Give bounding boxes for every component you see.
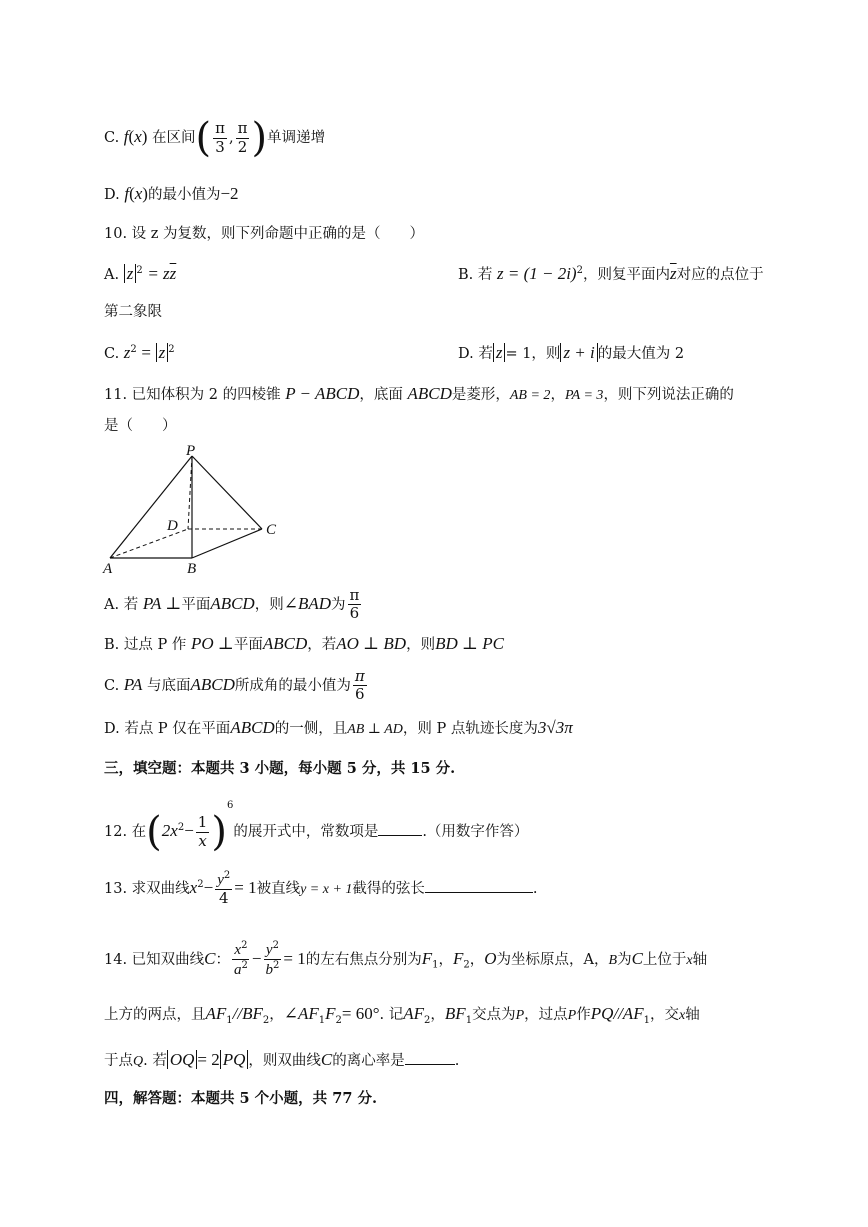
text: 被直线: [256, 880, 301, 897]
section-3-heading: 三，填空题：本题共 3 小题，每小题 5 分，共 15 分.: [104, 760, 456, 777]
math-var: F: [325, 1004, 336, 1023]
answer-blank[interactable]: [425, 880, 533, 893]
text: ，交: [649, 1007, 679, 1023]
math-op: −: [203, 877, 214, 897]
text: 的离心率是: [332, 1053, 405, 1069]
math-sup: 2: [130, 344, 137, 356]
text: 为: [617, 951, 632, 968]
text: .: [532, 880, 538, 897]
option-label: B.: [458, 267, 474, 283]
math-var: x: [686, 952, 693, 968]
text: ，则: [406, 637, 436, 653]
q10-option-c: [104, 343, 175, 363]
math-expr: y = x + 1: [300, 881, 353, 897]
math-expr: AF: [403, 1004, 425, 1023]
frac-num: y: [265, 942, 273, 958]
text: ，: [469, 951, 485, 968]
math-expr: P − ABCD: [285, 384, 360, 403]
q11-stem-continued: 是（ ）: [104, 418, 177, 434]
math-value: −2: [220, 184, 239, 203]
q10-stem: 10. 设 z 为复数，则下列命题中正确的是（ ）: [104, 226, 425, 242]
math-sup: 2: [168, 344, 175, 356]
q11-option-a: [104, 587, 363, 623]
math-abs-expr: OQ: [167, 1050, 198, 1069]
text: 12. 在: [104, 824, 147, 840]
option-label: A.: [104, 596, 120, 613]
math-expr: ∠AF: [283, 1004, 319, 1023]
option-label: D.: [458, 346, 474, 362]
math-var: C: [204, 948, 216, 968]
math-var: B: [608, 952, 618, 968]
text: 所成角的最小值为: [234, 677, 351, 694]
section-4-heading: 四，解答题：本题共 5 个小题，共 77 分.: [104, 1090, 378, 1107]
math-abs-expr: z + i: [560, 343, 597, 362]
text: ，则双曲线: [248, 1053, 321, 1069]
q14-line-1: 14. 已知双曲线C： $\frac{x^2}{a^2}$ − $\frac{y^2}{b^2}$ = 1的左右焦点分别为$F_1$，$F_2$，O为坐标原点，A，B为C上位于x轴: [104, 940, 708, 979]
text: 为: [331, 596, 346, 613]
answer-blank[interactable]: [378, 823, 422, 836]
math-expr: AF: [205, 1004, 227, 1023]
frac-num: π: [237, 119, 248, 138]
frac-num: π: [354, 667, 365, 685]
edge-bc: [192, 529, 262, 558]
text: 轴: [692, 951, 708, 968]
math-sup: 2: [136, 265, 143, 277]
text: 13. 求双曲线: [104, 880, 190, 897]
math-expr: ABCD: [230, 718, 275, 737]
math-expr: PA ⊥: [142, 593, 182, 613]
math-abs-z: z: [493, 343, 506, 362]
text: .: [454, 1053, 460, 1069]
text: 11. 已知体积为 2 的四棱锥: [104, 387, 281, 403]
q10-option-b-continued: 第二象限: [104, 304, 162, 320]
frac-den: 6: [355, 685, 365, 704]
label-b: B: [187, 561, 197, 577]
math-var: P: [567, 1008, 577, 1023]
text: 的最小值为: [147, 187, 221, 203]
text: ：: [215, 951, 231, 968]
label-d: D: [167, 518, 178, 534]
option-label: C.: [104, 677, 120, 694]
math-rhs: = z: [147, 264, 170, 283]
frac-den: 4: [218, 889, 229, 908]
math-eq: =: [141, 343, 151, 362]
math-op: −: [251, 948, 262, 968]
text: = 1，则: [505, 346, 561, 362]
math-abs-z: z: [156, 343, 169, 362]
math-expr: ABCD: [262, 634, 308, 653]
math-expr: 2x: [161, 821, 178, 840]
math-f: f: [124, 184, 130, 203]
text: 上方的两点，且: [104, 1007, 206, 1023]
math-expr: PA = 3: [564, 388, 604, 403]
answer-blank[interactable]: [405, 1052, 455, 1065]
math-sup: 2: [576, 265, 583, 277]
text: 交点为: [472, 1007, 516, 1023]
math-var: x: [189, 877, 198, 897]
math-sup: 6: [226, 800, 234, 811]
frac-den: a: [234, 962, 242, 979]
option-label: D.: [104, 721, 120, 737]
frac-den: b: [265, 962, 273, 979]
math-eq: = 2: [197, 1050, 220, 1069]
text: 作: [576, 1007, 591, 1023]
text: . 若: [143, 1053, 167, 1069]
option-label: D.: [104, 187, 120, 203]
option-label: C.: [104, 130, 120, 146]
math-var: x: [678, 1008, 686, 1023]
q9-option-c: C. f(x) 在区间( $\frac{\pi}{3}$ , $\frac{\pi}{2}$ )单调递增: [104, 115, 326, 161]
text: 若: [123, 596, 139, 613]
text: 14. 已知双曲线: [104, 951, 205, 968]
math-expr: 3√3π: [537, 718, 573, 737]
text: 轴: [685, 1007, 700, 1023]
math-eq: = 1: [234, 877, 257, 897]
label-a: A: [103, 561, 113, 577]
frac-num: y: [217, 872, 224, 888]
text: 对应的点位于: [676, 267, 764, 283]
frac-den: 6: [349, 604, 360, 623]
option-label: A.: [104, 267, 120, 283]
math-expr: AB ⊥ AD: [347, 722, 403, 737]
math-expr: AB = 2: [509, 388, 551, 403]
math-sup: 2: [177, 822, 185, 834]
text: 是菱形，: [451, 387, 510, 403]
q13: 13. 求双曲线$x^2-$ $\frac{y^2}{4}$ = 1被直线y = x + 1截得的弦长 .: [104, 870, 538, 908]
edge-pc: [192, 456, 262, 529]
text: 上位于: [642, 951, 687, 968]
math-expr: BF: [444, 1004, 466, 1023]
math-zbar: $\overline{z}$: [669, 264, 677, 283]
q11-option-c: [104, 668, 369, 704]
text: 过点 P 作: [123, 637, 187, 653]
text: 平面: [181, 596, 211, 613]
math-expr: BD ⊥ PC: [435, 634, 504, 653]
math-f: f: [123, 127, 129, 146]
text: 的最大值为 2: [597, 346, 685, 362]
q10-option-b: [458, 264, 764, 284]
text: ，: [430, 1007, 445, 1023]
math-var: Q: [133, 1054, 144, 1069]
text: 的一侧，且: [274, 721, 348, 737]
math-expr: ABCD: [190, 674, 235, 694]
math-var: F: [421, 948, 433, 968]
math-var: C: [631, 948, 643, 968]
math-expr: = 60°: [341, 1004, 380, 1023]
math-eq: = 1: [283, 948, 306, 968]
pyramid-figure: [100, 444, 290, 578]
edge-pd: [188, 456, 192, 529]
text: 若点 P 仅在平面: [124, 721, 231, 737]
q10-option-d: [458, 343, 684, 363]
math-z: z: [123, 343, 131, 362]
text: 与底面: [146, 677, 191, 694]
math-expr: ABCD: [407, 384, 452, 403]
text: ，则下列说法正确的: [603, 387, 734, 403]
text: 在区间: [152, 130, 196, 146]
text: ，底面: [359, 387, 403, 403]
q14-line-2: 上方的两点，且$AF_1//BF_2$，$\angle AF_1F_2= 60^\circ$. 记$AF_2$，$BF_1$交点为P，过点P作$PQ//AF_1$，交x轴: [104, 1004, 700, 1026]
text: ，则复平面内: [582, 267, 670, 283]
text: 单调递增: [267, 130, 326, 146]
text: 若: [477, 267, 493, 283]
math-expr: ∠BAD: [283, 593, 332, 613]
math-expr: AO ⊥ BD: [336, 634, 407, 653]
q12: 12. 在($2x^2-$ $\frac{1}{x}$ )$^6$的展开式中，常数项是 .（用数字作答）: [104, 800, 529, 855]
math-var: P: [515, 1008, 525, 1023]
math-expr: z = (1 − 2i): [496, 264, 577, 283]
text: 截得的弦长: [352, 880, 425, 897]
math-var: F: [452, 948, 464, 968]
math-abs-expr: PQ: [220, 1050, 249, 1069]
math-expr: PA: [123, 674, 143, 694]
math-x: x: [134, 184, 143, 203]
q11-stem: [104, 384, 734, 405]
math-expr: PO ⊥: [190, 634, 234, 653]
q10-option-a: [104, 264, 176, 284]
text: . 记: [379, 1007, 404, 1023]
label-p: P: [186, 444, 196, 459]
frac-num: 1: [197, 813, 208, 832]
text: 为坐标原点，A，: [496, 951, 609, 968]
text: ，若: [307, 637, 337, 653]
math-abs-z: z: [124, 264, 137, 283]
q14-line-3: [104, 1050, 459, 1071]
text: ，: [269, 1007, 284, 1023]
math-x: x: [134, 127, 142, 146]
math-expr: ABCD: [210, 593, 255, 613]
text: .（用数字作答）: [422, 824, 529, 840]
text: ，过点: [524, 1007, 568, 1023]
math-expr: //BF: [232, 1004, 263, 1023]
frac-den: 2: [237, 137, 248, 156]
text: 的展开式中，常数项是: [233, 824, 379, 840]
frac-num: π: [215, 119, 225, 138]
text: 平面: [233, 637, 263, 653]
math-var: O: [484, 948, 497, 968]
text: ，则 P 点轨迹长度为: [402, 721, 538, 737]
text: 的左右焦点分别为: [305, 951, 422, 968]
option-label: C.: [104, 346, 120, 362]
math-var: C: [320, 1050, 333, 1069]
frac-num: x: [234, 942, 242, 958]
frac-den: 3: [215, 137, 225, 156]
frac-num: π: [349, 586, 360, 604]
text: ，: [438, 951, 453, 968]
text: ，则: [254, 596, 284, 613]
label-c: C: [266, 522, 277, 538]
frac-den: x: [198, 831, 207, 850]
text: ，: [550, 387, 565, 403]
math-expr: PQ//AF: [590, 1004, 644, 1023]
text: 若: [478, 346, 493, 362]
q11-option-d: [104, 718, 573, 739]
q9-option-d: D. f(x)的最小值为−2: [104, 184, 239, 203]
math-zbar: $\overline{z}$: [169, 264, 177, 283]
option-label: B.: [104, 637, 120, 653]
q11-option-b: [104, 634, 504, 654]
math-op: −: [184, 821, 194, 840]
text: 于点: [104, 1053, 133, 1069]
